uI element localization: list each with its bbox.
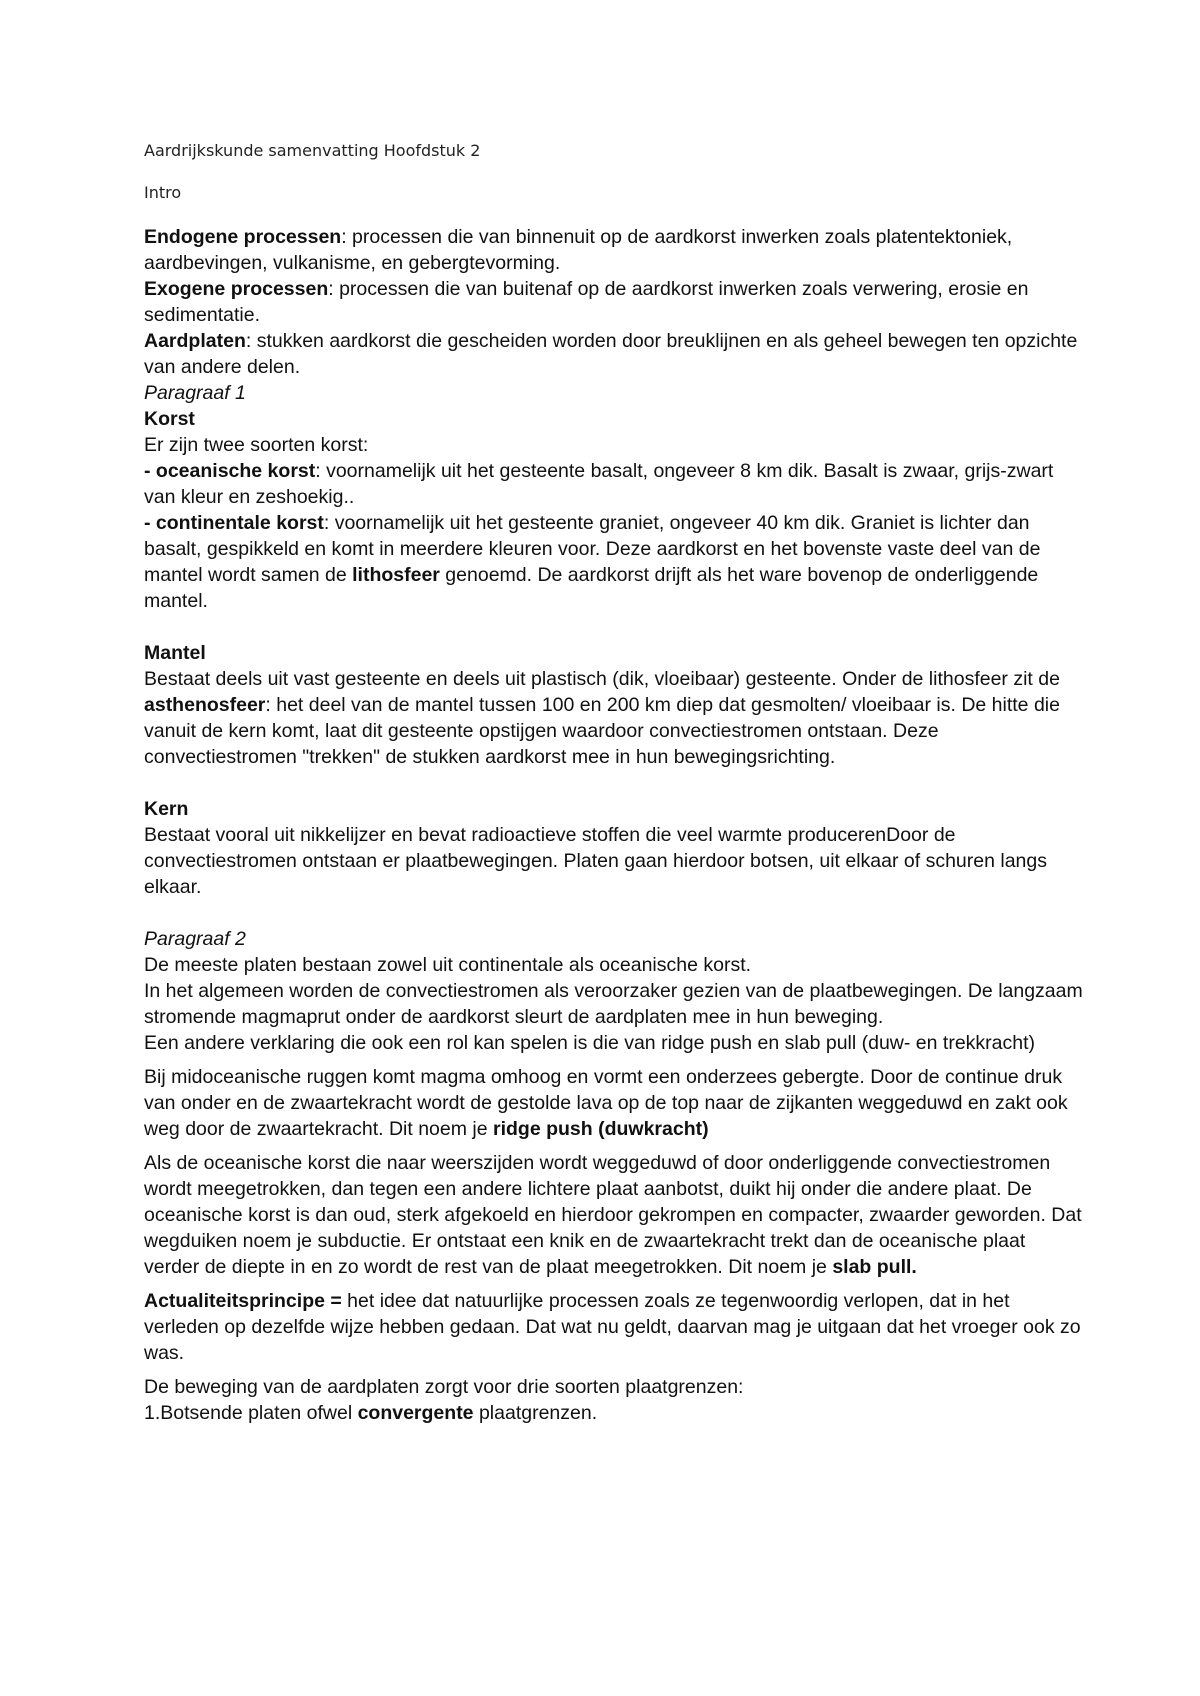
text-aardplaten: : stukken aardkorst die gescheiden worden door breuklijnen en als geheel bewegen ten opzichte van andere delen.	[144, 330, 1078, 378]
lithosfeer-term: lithosfeer	[352, 564, 440, 586]
kern-heading: Kern	[144, 798, 189, 820]
definition-exogeen	[144, 276, 1084, 328]
document-content	[144, 140, 1084, 1426]
term-aardplaten: Aardplaten	[144, 330, 246, 352]
term-endogeen: Endogene processen	[144, 226, 342, 248]
mantel-heading: Mantel	[144, 642, 206, 664]
convergente-term: convergente	[357, 1402, 474, 1424]
actualiteitsprincipe-term: Actualiteitsprincipe =	[144, 1290, 342, 1312]
slab-pull-term: slab pull	[832, 1256, 912, 1278]
korst-intro: Er zijn twee soorten korst:	[144, 434, 369, 456]
ridge-push-term: ridge push (duwkracht)	[493, 1118, 709, 1140]
text-exogeen: : processen die van buitenaf op de aardkorst inwerken zoals verwering, erosie en sedimentatie.	[144, 278, 1029, 326]
plaatgrens-item-1: 1.Botsende platen ofwel convergente plaatgrenzen.	[144, 1402, 598, 1424]
oceanische-korst-item: - oceanische korst: voornamelijk uit het gesteente basalt, ongeveer 8 km dik. Basalt is zwaar, grijs-zwart van kleur en zeshoekig..	[144, 460, 1054, 508]
paragraaf-2-line-2: In het algemeen worden de convectiestromen als veroorzaker gezien van de plaatbewegingen. De langzaam stromende magmaprut onder de aardkorst sleurt de aardplaten mee in hun beweging.	[144, 980, 1083, 1028]
term-exogeen: Exogene processen	[144, 278, 329, 300]
korst-heading: Korst	[144, 408, 195, 430]
document-title: Aardrijkskunde samenvatting Hoofdstuk 2	[144, 141, 481, 160]
paragraaf-2-line-3: Een andere verklaring die ook een rol kan spelen is die van ridge push en slab pull (duw- en trekkracht)	[144, 1032, 1036, 1054]
actualiteitsprincipe-paragraph: Actualiteitsprincipe = het idee dat natuurlijke processen zoals ze tegenwoordig verlopen, dat in het verleden op dezelfde wijze hebben gedaan. Dat wat nu geldt, daarvan mag je uitgaan dat het vroeger ook zo was.	[144, 1290, 1081, 1364]
continentale-korst-term: - continentale korst	[144, 512, 324, 534]
intro-label: Intro	[144, 183, 182, 202]
paragraaf-2-line-1: De meeste platen bestaan zowel uit continentale als oceanische korst.	[144, 954, 752, 976]
definition-aardplaten	[144, 328, 1084, 380]
asthenosfeer-term: asthenosfeer	[144, 694, 266, 716]
kern-text: Bestaat vooral uit nikkelijzer en bevat radioactieve stoffen die veel warmte producerenDoor de convectiestromen ontstaan er plaatbewegingen. Platen gaan hierdoor botsen, uit elkaar of schuren langs elkaar.	[144, 824, 1047, 898]
ridge-push-paragraph: Bij midoceanische ruggen komt magma omhoog en vormt een onderzees gebergte. Door de continue druk van onder en de zwaartekracht wordt de gestolde lava op de top naar de zijkanten weggeduwd en zakt ook weg door de zwaartekracht. Dit noem je ridge push (duwkracht)	[144, 1066, 1068, 1140]
plaatgrenzen-intro: De beweging van de aardplaten zorgt voor drie soorten plaatgrenzen:	[144, 1376, 744, 1398]
mantel-text: Bestaat deels uit vast gesteente en deels uit plastisch (dik, vloeibaar) gesteente. Onder de lithosfeer zit de asthenosfeer: het deel van de mantel tussen 100 en 200 km diep dat gesmolten/ vloeibaar is. De hitte die vanuit de kern komt, laat dit gesteente opstijgen waardoor convectiestromen ontstaan. Deze convectiestromen "trekken" de stukken aardkorst mee in hun bewegingsrichting.	[144, 668, 1060, 768]
paragraaf-2-label: Paragraaf 2	[144, 928, 246, 950]
text-endogeen: : processen die van binnenuit op de aardkorst inwerken zoals platentektoniek, aardbevingen, vulkanisme, en gebergtevorming.	[144, 226, 1013, 274]
definition-endogeen	[144, 224, 1084, 276]
oceanische-korst-term: - oceanische korst	[144, 460, 316, 482]
slab-pull-paragraph: Als de oceanische korst die naar weerszijden wordt weggeduwd of door onderliggende convectiestromen wordt meegetrokken, dan tegen een andere lichtere plaat aanbotst, duikt hij onder die andere plaat. De oceanische korst is dan oud, sterk afgekoeld en hierdoor gekrompen en compacter, zwaarder geworden. Dat wegduiken noem je subductie. Er ontstaat een knik en de zwaartekracht trekt dan de oceanische plaat verder de diepte in en zo wordt de rest van de plaat meegetrokken. Dit noem je slab pull.	[144, 1152, 1082, 1278]
continentale-korst-item: - continentale korst: voornamelijk uit het gesteente graniet, ongeveer 40 km dik. Graniet is lichter dan basalt, gespikkeld en komt in meerdere kleuren voor. Deze aardkorst en het bovenste vaste deel van de mantel wordt samen de lithosfeer genoemd. De aardkorst drijft als het ware bovenop de onderliggende mantel.	[144, 512, 1041, 612]
paragraaf-1-label: Paragraaf 1	[144, 382, 246, 404]
